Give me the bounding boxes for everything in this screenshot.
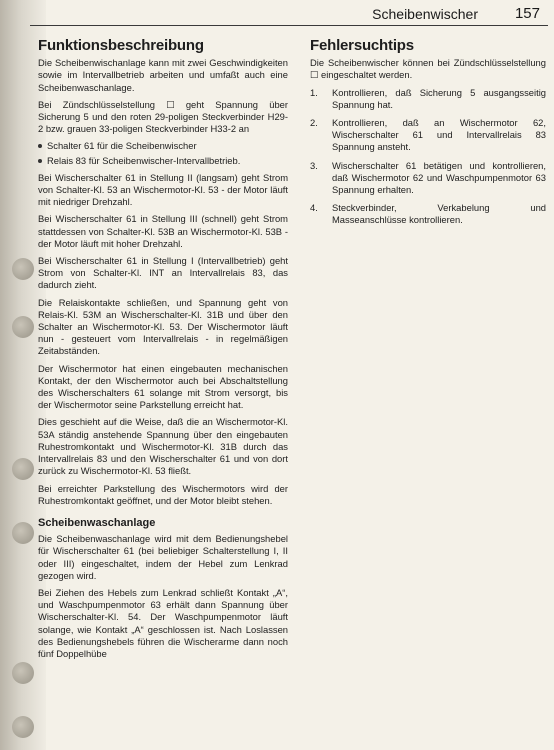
header-rule <box>30 25 548 26</box>
punch-hole <box>12 662 34 684</box>
list-item <box>38 140 288 152</box>
page-header <box>0 0 554 26</box>
intro-paragraph: Die Scheibenwischanlage kann mit zwei Geschwindigkeiten sowie im Intervallbetrieb arbeiten und umfaßt auch eine Scheibenwaschanlage. <box>38 57 288 93</box>
step-text: Wischerschalter 61 betätigen und kontrollieren, daß Wischermotor 62 und Waschpumpenmotor 63 Spannung erhalten. <box>332 159 546 196</box>
list-item <box>310 87 546 111</box>
troubleshooting-steps <box>310 87 546 227</box>
step-number: 1. <box>310 86 318 98</box>
step-text: Kontrollieren, daß an Wischermotor 62, Wischerschalter 61 und Intervallrelais 83 Spannung ansteht. <box>332 117 546 153</box>
supply-list <box>38 140 288 166</box>
paragraph: Bei Wischerschalter 61 in Stellung III (schnell) geht Strom stattdessen von Schalter-Kl. 53B an Wischermotor-Kl. 53B - der Motor läuft mit hoher Drehzahl. <box>38 213 288 249</box>
bullet-icon <box>38 159 42 163</box>
voltage-paragraph: Bei Zündschlüsselstellung ☐ geht Spannung über Sicherung 5 und den roten 29-poligen Steckverbinder H29-2 bzw. grauen 33-poligen Steckverbinder H33-2 an <box>38 98 288 135</box>
section-heading: Fehlersuchtips <box>310 37 414 54</box>
paragraph: Die Relaiskontakte schließen, und Spannung geht von Relais-Kl. 53M an Wischerschalter-Kl. 31B und über den Schalter an Wischermotor-Kl. 53. Der Wischermotor läuft nun - gesteuert vom Intervallrelais - in regelmäßigen Zeitabständen. <box>38 296 288 357</box>
section-heading: Funktionsbeschreibung <box>38 37 204 54</box>
paragraph: Bei Wischerschalter 61 in Stellung II (langsam) geht Strom von Schalter-Kl. 53 an Wischermotor-Kl. 53 - der Motor läuft mit niedriger Drehzahl. <box>38 171 288 208</box>
punch-hole <box>12 716 34 738</box>
punch-hole <box>12 522 34 544</box>
right-column <box>310 37 546 233</box>
running-title: Scheibenwischer <box>372 6 478 22</box>
paragraph: Die Scheibenwaschanlage wird mit dem Bedienungshebel für Wischerschalter 61 (bei beliebiger Schalterstellung I, II oder III) eingeschaltet, indem der Hebel zum Lenkrad gezogen wird. <box>38 533 288 581</box>
paragraph: Dies geschieht auf die Weise, daß die an Wischermotor-Kl. 53A ständig anstehende Spannung über den eingebauten Ruhestromkontakt und Wischermotor-Kl. 31B durch das Intervallrelais 83 und den Wischerschalter 61 und von dort zurück zu Wischermotor-Kl. 53 fließt. <box>38 416 288 477</box>
step-number: 4. <box>310 202 318 214</box>
list-item-text: Relais 83 für Scheibenwischer-Intervallbetrieb. <box>47 154 241 166</box>
step-text: Kontrollieren, daß Sicherung 5 ausgangsseitig Spannung hat. <box>332 86 546 110</box>
paragraph: Bei erreichter Parkstellung des Wischermotors wird der Ruhestromkontakt geöffnet, und der Motor bleibt stehen. <box>38 482 288 506</box>
page-number: 157 <box>514 5 540 22</box>
punch-hole <box>12 316 34 338</box>
punch-hole <box>12 258 34 280</box>
step-text: Steckverbinder, Verkabelung und Masseanschlüsse kontrollieren. <box>332 202 546 226</box>
left-column <box>38 37 288 665</box>
list-item <box>310 160 546 197</box>
paragraph: Bei Ziehen des Hebels zum Lenkrad schließt Kontakt „A“, und Waschpumpenmotor 63 erhält dann Spannung über Wischerschalter-Kl. 54. Der Waschpumpenmotor läuft solange, wie Kontakt „A“ geschlossen ist. Nach Loslassen des Bedienungshebels führen die Wischerarme dann noch fünf Doppelhübe <box>38 586 288 659</box>
list-item <box>310 117 546 154</box>
list-item <box>310 202 546 226</box>
paragraph: Bei Wischerschalter 61 in Stellung I (Intervallbetrieb) geht Strom von Schalter-Kl. INT an Intervallrelais 83, das dadurch zieht. <box>38 255 288 291</box>
punch-hole <box>12 458 34 480</box>
paragraph: Der Wischermotor hat einen eingebauten mechanischen Kontakt, der den Wischermotor auch bei Abschaltstellung des Wischerschalters 61 solange mit Strom versorgt, bis der Wischermotor seine Parkstellung erreicht hat. <box>38 362 288 411</box>
step-number: 2. <box>310 117 318 129</box>
list-item <box>38 155 288 167</box>
list-item-text: Schalter 61 für die Scheibenwischer <box>47 140 197 152</box>
intro-paragraph: Die Scheibenwischer können bei Zündschlüsselstellung ☐ eingeschaltet werden. <box>310 57 546 81</box>
subsection-heading: Scheibenwaschanlage <box>38 516 156 529</box>
bullet-icon <box>38 144 42 148</box>
step-number: 3. <box>310 159 318 171</box>
